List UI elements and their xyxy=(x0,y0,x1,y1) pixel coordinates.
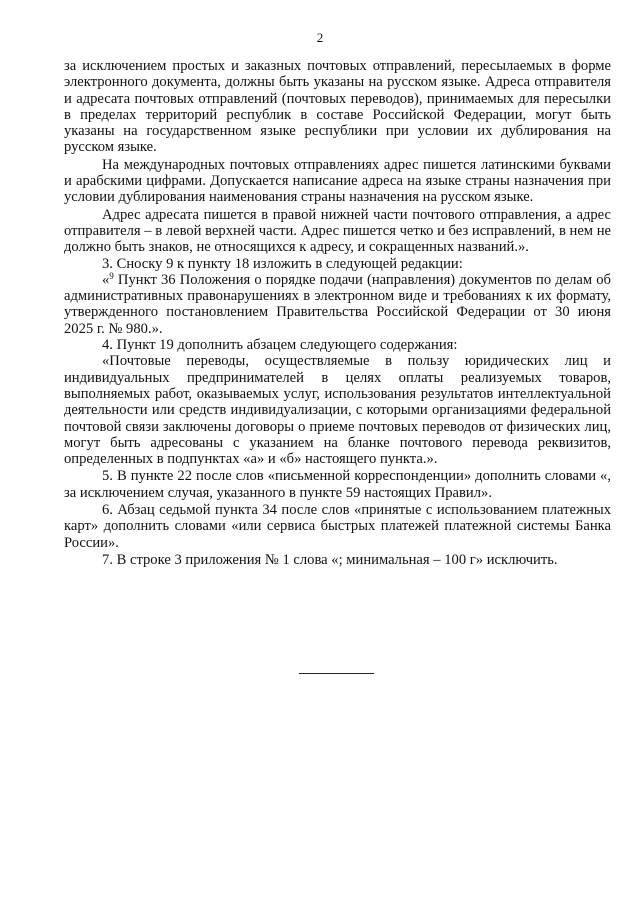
paragraph-footnote-9 xyxy=(64,272,611,337)
quote-open: « xyxy=(102,271,110,288)
paragraph-item-3: 3. Сноску 9 к пункту 18 изложить в следующей редакции: xyxy=(102,255,463,272)
footnote-marker: 9 xyxy=(109,270,114,281)
paragraph-item-6: 6. Абзац седьмой пункта 34 после слов «принятые с использованием платежных карт» дополнить словами «или сервиса быстрых платежей платежной системы Банка России». xyxy=(64,502,611,551)
page-number: 2 xyxy=(316,30,324,45)
document-body xyxy=(64,58,611,568)
paragraph-address-language: за исключением простых и заказных почтовых отправлений, пересылаемых в форме электронного документа, должны быть указаны на русском языке. Адреса отправителя и адресата почтовых отправлений (почтовых переводов), принимаемых для пересылки в пределах территорий республик в составе Российской Федерации, могут быть указаны на государственном языке республики при условии их дублирования на русском языке. xyxy=(64,58,611,156)
footnote-text: Пункт 36 Положения о порядке подачи (направления) документов по делам об административных правонарушениях в электронном виде и требованиях к их формату, утвержденного постановлением Правительства Российской Федерации от 30 июня 2025 г. № 980.». xyxy=(64,271,611,337)
paragraph-item-5: 5. В пункте 22 после слов «письменной корреспонденции» дополнить словами «, за исключением случая, указанного в пункте 59 настоящих Правил». xyxy=(64,468,611,501)
end-rule-divider xyxy=(299,673,374,674)
paragraph-international-address: На международных почтовых отправлениях адрес пишется латинскими буквами и арабскими цифрами. Допускается написание адреса на языке страны назначения при условии дублирования наименования страны назначения на русском языке. xyxy=(64,156,611,206)
paragraph-item-7: 7. В строке 3 приложения № 1 слова «; минимальная – 100 г» исключить. xyxy=(102,551,558,568)
paragraph-address-placement: Адрес адресата пишется в правой нижней части почтового отправления, а адрес отправителя – в левой верхней части. Адрес пишется четко и без исправлений, в нем не должно быть знаков, не относящихся к адресу, и сокращенных названий.». xyxy=(64,206,611,256)
paragraph-item-4: 4. Пункт 19 дополнить абзацем следующего содержания: xyxy=(102,337,458,354)
paragraph-postal-transfers: «Почтовые переводы, осуществляемые в пользу юридических лиц и индивидуальных предпринимателей в целях оплаты реализуемых товаров, выполняемых работ, оказываемых услуг, использования результатов интеллектуальной деятельности или средств индивидуализации, с которыми организациями федеральной почтовой связи заключены договоры о приеме почтовых переводов от физических лиц, могут быть адресованы с указанием на бланке почтового перевода реквизитов, определенных в подпунктах «а» и «б» настоящего пункта.». xyxy=(64,353,611,468)
